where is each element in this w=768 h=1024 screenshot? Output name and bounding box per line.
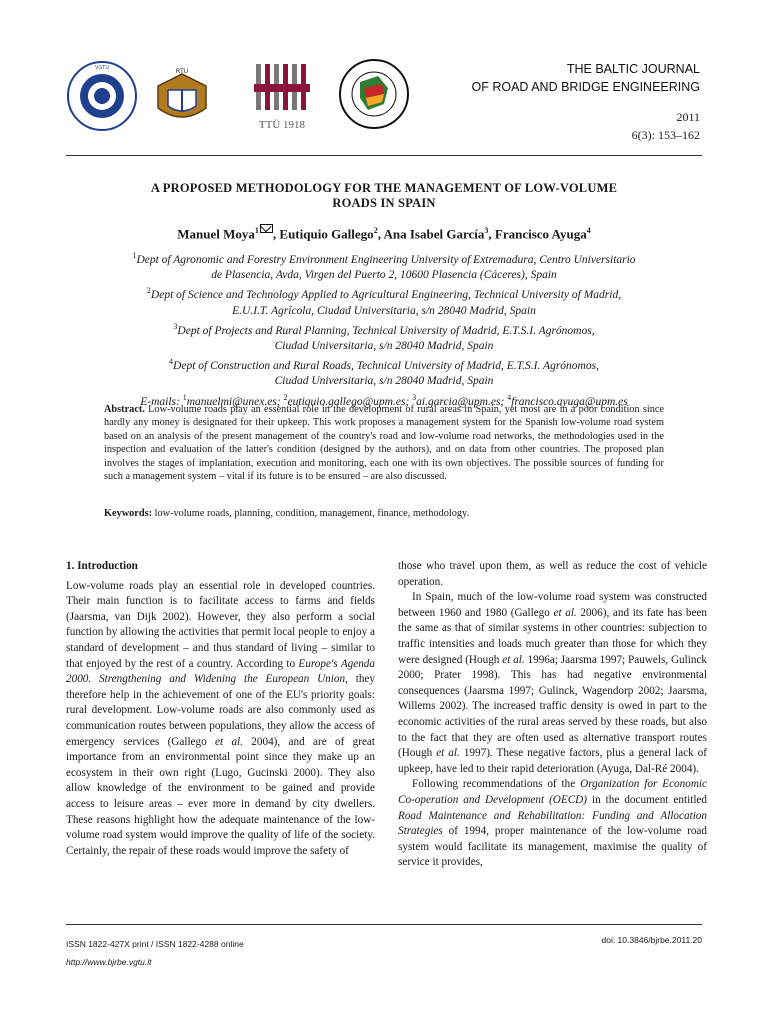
affiliation [66,248,702,268]
header-divider [66,155,702,156]
affiliation-sup: 3 [173,321,178,331]
author-name: Eutiquio Gallego [279,226,374,242]
affiliation-line: de Plasencia, Avda, Virgen del Puerto 2, 10600 Plasencia (Cáceres), Spain [211,269,557,282]
paragraph [398,590,707,777]
journal-name-line2: OF ROAD AND BRIDGE ENGINEERING [471,80,700,94]
rtu-crest-logo [150,68,214,128]
abstract-label: Abstract. [104,404,145,415]
text-run: Low-volume roads play an essential role in developed countries. Their main function is to facilitate access to farms and fields (Jaarsma, van Dijk 2002). However, they also perform a social function by allowing the activities that permit local people to enjoy a standard of development – and thus standard of living – similar to that enjoyed by the rest of a country. According to [66,579,375,670]
italic-text-run: Europe's Agenda 2000. Strengthening and Widening the European Union [66,657,375,686]
keywords-text: low-volume roads, planning, condition, management, finance, methodology. [154,508,470,519]
italic-text-run: et al. [553,606,577,619]
keywords [104,508,664,519]
author-sup: 3 [484,226,489,235]
paper-title-line1: A PROPOSED METHODOLOGY FOR THE MANAGEMENT OF LOW-VOLUME [150,181,618,195]
affiliation-line: Dept of Projects and Rural Planning, Technical University of Madrid, E.T.S.I. Agrónomos, [177,324,595,337]
keywords-label: Keywords: [104,508,153,519]
paragraph: those who travel upon them, as well as reduce the cost of vehicle operation. [398,560,707,588]
email-sup: 3 [412,392,417,402]
abstract [104,403,664,483]
affiliations [66,248,702,410]
body-column-left [66,559,375,859]
svg-text:VGTU: VGTU [95,65,109,71]
journal-volume: 6(3): 153–162 [631,128,700,142]
svg-text:RTU: RTU [175,69,189,75]
affiliation-sup: 1 [132,251,137,260]
author-name: Francisco Ayuga [494,226,587,242]
affiliation-line: Dept of Construction and Rural Roads, Technical University of Madrid, E.T.S.I. Agrónomos, [173,360,599,373]
email-link[interactable]: eutiquio.gallego@upm.es; [287,395,410,408]
ttu-logo [254,62,310,134]
paper-title-line2: ROADS IN SPAIN [332,196,436,210]
email-link[interactable]: francisco.ayuga@upm.es [511,395,628,408]
journal-url-link[interactable]: http://www.bjrbe.vgtu.lt [66,957,152,967]
email-link[interactable]: ai.garcia@upm.es; [416,395,505,408]
text-run: In Spain, much of the low-volume road system was constructed between 1960 and 1980 (Gallego [398,591,707,619]
affiliation-line: Dept of Agronomic and Forestry Environment Engineering University of Extremadura, Centro Universitario [136,253,636,266]
envelope-icon[interactable] [260,224,273,233]
email-sup: 1 [182,392,187,402]
journal-name-line1: THE BALTIC JOURNAL [566,62,700,76]
journal-year: 2011 [676,110,700,124]
text-run: 2006), and its fate has been the same as that of similar systems in other countries: subjection to traffic intensities and loads much greater than those for which they were designed (Hough [398,606,707,666]
affiliation-line: Ciudad Universitaria, s/n 28040 Madrid, Spain [274,339,494,352]
author-sup: 4 [586,226,591,235]
affiliation [66,319,702,339]
affiliation-line: Dept of Science and Technology Applied to Agricultural Engineering, Technical University of Madrid, [150,289,622,302]
footer-left [66,935,244,971]
text-run: Following recommendations of the [412,778,581,791]
svg-text:TTÜ 1918: TTÜ 1918 [258,119,306,131]
text-run: 2004), and are of great importance from an environmental point since they make up an ecosystem in their own right (Lugo, Gucinski 2000). They also allow knowledge of the environment to be gained and provide access to leisure areas – ever more in demand by city dwellers. These reasons highlight how the adequate maintenance of the low-volume road system would improve the quality of life of the society. Certainly, the repair of these roads would improve the safety of [66,735,375,857]
author-name: Manuel Moya [177,226,255,242]
email-link[interactable]: manuelmi@unex.es; [186,395,281,408]
text-run: of 1994, proper maintenance of the low-volume road system would facilitate its management, maximise the quality of service it provides, [398,825,707,869]
journal-meta [632,108,700,144]
author-sup: 2 [373,226,378,235]
paper-title [66,181,702,211]
vgtu-seal-logo [66,60,138,132]
text-run: 1996a; Jaarsma 1997; Pauwels, Gulinck 2000; Prater 1998). This has had negative environmental consequences (Jaarsma 1997; Gulinck, Wagendorp 2002; Jaarsma, Willems 2002). The increased traffic density is owed in part to the economic activities of the rural areas served by these roads, but also to the fact that they are often used as alternative transport routes (Hough [398,653,707,760]
journal-name [471,60,700,96]
paragraph [398,777,707,871]
abstract-text: Low-volume roads play an essential role in the development of rural areas in Spain, yet most are in a poor condition since hardly any money is designated for their upkeep. This work proposes a management system for the Spanish low-volume road system based on an analysis of the present management of the country's road and low-volume road networks, the methodologies used in the inspection and evaluation of the latter's condition (designed by the authors), and on data from other countries. The proposed plan involves the stages of implantation, execution and monitoring, each one with its own objectives. The possible sources of funding for such a management system – vital if its future is to be ensured – are also discussed. [104,404,664,483]
italic-text-run: et al. [502,653,525,666]
affiliation [66,283,702,303]
italic-text-run: Organization for Economic Co-operation and Development (OECD) [398,778,707,806]
text-run: 1997). These negative factors, plus a general lack of upkeep, have led to their rapid deterioration (Ayuga, Dal-Ré 2004). [398,747,707,775]
emails-label: E-mails: [140,395,180,408]
author-list: Manuel Moya$^1$ , Eutiquio Gallego$^2$, Ana Isabel García$^3$, Francisco Ayuga$^4$ [177,226,591,242]
body-column-right [398,559,707,871]
paragraph [66,579,375,860]
footer-divider [66,924,702,925]
affiliation [66,354,702,374]
italic-text-run: et al. [215,735,243,748]
affiliation-line: E.U.I.T. Agrícola, Ciudad Universitaria, s/n 28040 Madrid, Spain [232,304,536,317]
affiliation-line: Ciudad Universitaria, s/n 28040 Madrid, Spain [274,375,494,388]
author-name: Ana Isabel García [383,226,485,242]
text-run: in the document entitled [586,793,707,806]
text-run: , they therefore help in the achievement of one of the EU's priority goals: rural development. Low-volume roads are also commonly used as communication routes between populations, they allow the access of emergency services (Gallego [66,673,375,748]
affiliation-sup: 2 [146,286,151,296]
email-sup: 4 [507,392,512,402]
italic-text-run: Road Maintenance and Rehabilitation: Funding and Allocation Strategies [398,809,707,838]
email-sup: 2 [283,392,288,402]
issn-line: ISSN 1822-427X print / ISSN 1822-4288 online [66,939,244,949]
author-sup: 1 [254,226,259,235]
baltic-road-association-logo [338,58,410,130]
section-heading: 1. Introduction [66,560,138,572]
doi-text: doi: 10.3846/bjrbe.2011.20 [601,935,702,945]
affiliation-sup: 4 [169,357,174,367]
italic-text-run: et al. [436,747,460,760]
